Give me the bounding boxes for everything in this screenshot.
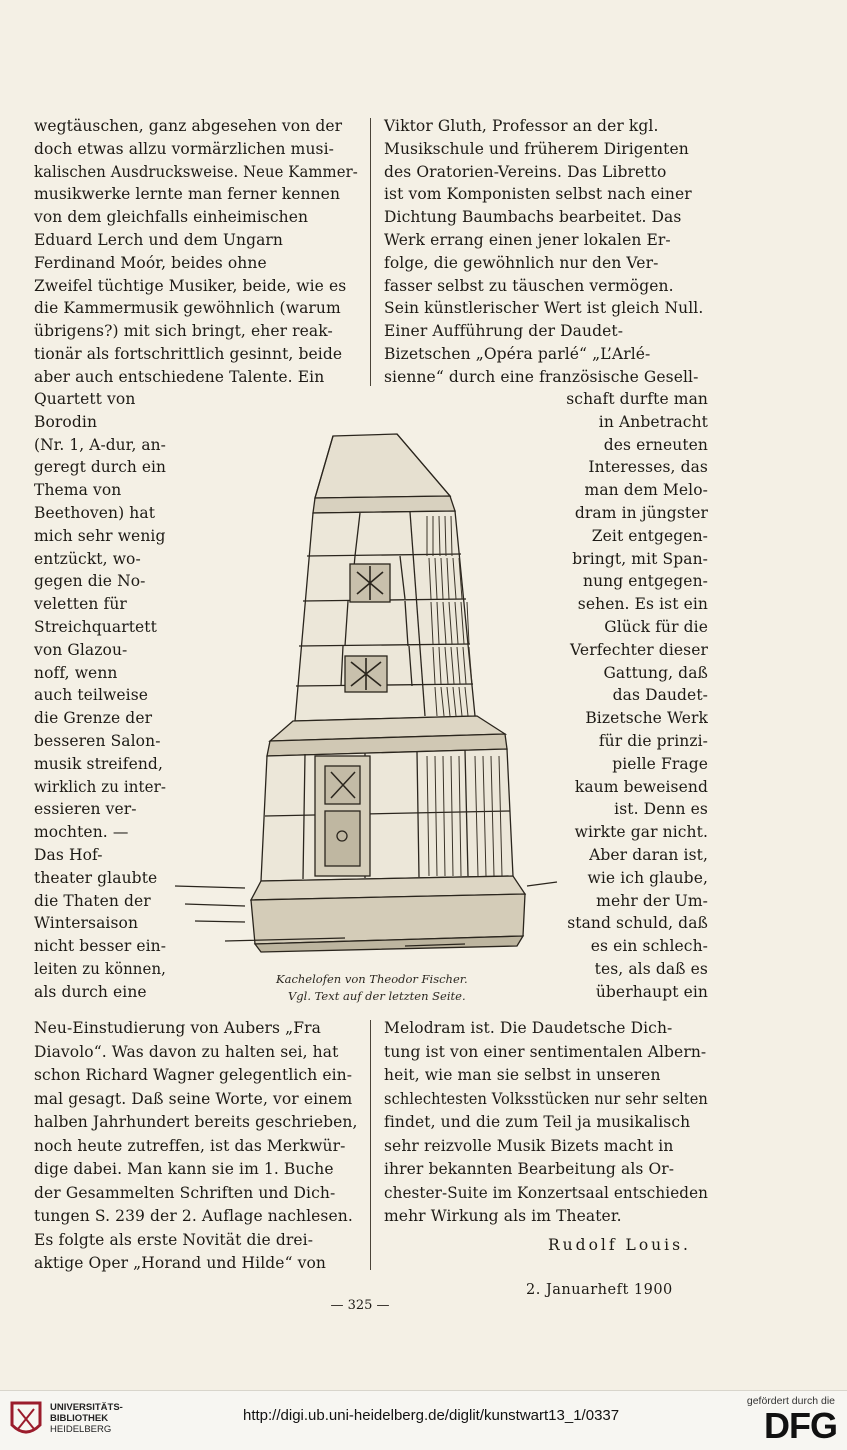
left-wrap-line: wirklich zu inter- <box>34 777 167 796</box>
left-wrap-line: veletten für <box>34 595 127 614</box>
right-top-line: Sein künstlerischer Wert ist gleich Null. <box>384 299 704 318</box>
right-wrap-line: mehr der Um- <box>596 891 708 910</box>
left-wrap-line: Wintersaison <box>34 914 139 933</box>
left-wrap-line: Das Hof- <box>34 846 103 864</box>
right-wrap-line: wie ich glaube, <box>587 868 708 887</box>
left-wrap-line: mich sehr wenig <box>34 526 166 545</box>
left-bottom-line: Neu-Einstudierung von Aubers „Fra <box>34 1019 321 1037</box>
tiled-stove-illustration <box>165 416 560 971</box>
left-bottom-line: schon Richard Wagner gelegentlich ein- <box>34 1066 353 1084</box>
funding-note: gefördert durch die <box>746 1395 835 1407</box>
university-seal-icon <box>8 1399 44 1441</box>
left-wrap-line: die Grenze der <box>34 709 153 728</box>
left-top-line: kalischen Ausdrucksweise. Neue Kammer- <box>34 162 358 181</box>
source-url-link[interactable]: http://digi.ub.uni-heidelberg.de/diglit/kunstwart13_1/0337 <box>243 1407 620 1424</box>
left-wrap-line: auch teilweise <box>34 686 149 705</box>
left-bottom-line: halben Jahrhundert bereits geschrieben, <box>34 1113 358 1131</box>
left-bottom-line: mal gesagt. Daß seine Worte, vor einem <box>34 1089 353 1108</box>
right-wrap-line: für die prinzi- <box>598 732 708 750</box>
left-wrap-line: von Glazou- <box>34 640 128 659</box>
right-wrap-line: nung entgegen- <box>583 572 708 591</box>
left-top-line: Ferdinand Moór, beides ohne <box>34 253 267 272</box>
left-top-line: aber auch entschiedene Talente. Ein <box>34 367 325 386</box>
right-wrap-line: kaum beweisend <box>574 777 708 796</box>
left-bottom-line: Es folgte als erste Novität die drei- <box>34 1230 314 1249</box>
left-wrap-line: Quartett von <box>34 390 136 408</box>
left-bottom-line: noch heute zutreffen, ist das Merkwür- <box>34 1136 346 1155</box>
left-top-line: doch etwas allzu vormärzlichen musi- <box>34 139 334 158</box>
library-name: UNIVERSITÄTS- BIBLIOTHEK HEIDELBERG <box>50 1402 123 1435</box>
left-wrap-line: mochten. — <box>34 823 129 842</box>
right-bottom-line: Melodram ist. Die Daudetsche Dich- <box>384 1019 673 1037</box>
right-wrap-line: sehen. Es ist ein <box>577 595 708 614</box>
right-wrap-line: ist. Denn es <box>614 800 708 819</box>
right-wrap-line: bringt, mit Span- <box>572 549 708 568</box>
page-number: — 325 — <box>330 1298 390 1313</box>
right-wrap-line: in Anbetracht <box>598 412 708 431</box>
right-top-line: folge, die gewöhnlich nur den Ver- <box>384 253 659 272</box>
right-wrap-line: des erneuten <box>603 435 708 454</box>
right-top-line: fasser selbst zu täuschen vermögen. <box>384 276 674 295</box>
right-bottom-line: schlechtesten Volksstücken nur sehr selten <box>384 1089 708 1108</box>
right-top-line: Bizetschen „Opéra parlé“ „L’Arlé- <box>384 345 651 363</box>
right-top-line: Einer Aufführung der Daudet- <box>384 322 624 341</box>
left-wrap-line: besseren Salon- <box>34 732 161 750</box>
left-top-line: Eduard Lerch und dem Ungarn <box>34 231 284 249</box>
right-top-line: des Oratorien-Vereins. Das Libretto <box>384 162 667 181</box>
right-wrap-line: man dem Melo- <box>584 481 708 500</box>
column-divider-top <box>370 118 371 386</box>
right-wrap-line: wirkte gar nicht. <box>574 823 708 842</box>
left-wrap-line: Thema von <box>34 481 122 500</box>
left-wrap-line: theater glaubte <box>34 868 158 887</box>
right-bottom-line: chester-Suite im Konzertsaal entschieden <box>384 1183 709 1202</box>
right-wrap-line: Aber daran ist, <box>589 846 708 864</box>
author-signature: Rudolf Louis. <box>548 1236 691 1254</box>
left-top-line: Zweifel tüchtige Musiker, beide, wie es <box>34 276 347 295</box>
figure-caption-line1: Kachelofen von Theodor Fischer. <box>276 972 468 986</box>
left-bottom-line: tungen S. 239 der 2. Auflage nachlesen. <box>34 1207 353 1225</box>
right-wrap-line: dram in jüngster <box>574 504 708 522</box>
right-bottom-line: ihrer bekannten Bearbeitung als Or- <box>384 1160 675 1178</box>
right-wrap-line: schaft durfte man <box>566 390 708 408</box>
figure-caption-line2: Vgl. Text auf der letzten Seite. <box>288 989 466 1003</box>
left-top-line: wegtäuschen, ganz abgesehen von der <box>34 117 343 135</box>
right-bottom-line: tung ist von einer sentimentalen Albern- <box>384 1042 707 1061</box>
left-wrap-line: geregt durch ein <box>34 458 167 477</box>
left-wrap-line: essieren ver- <box>34 800 137 819</box>
right-wrap-line: Zeit entgegen- <box>591 526 708 545</box>
right-wrap-line: Verfechter dieser <box>570 640 708 659</box>
viewer-footer <box>0 1390 847 1450</box>
right-bottom-line: findet, und die zum Teil ja musikalisch <box>384 1113 691 1131</box>
right-top-line: Musikschule und früherem Dirigenten <box>384 139 689 158</box>
left-top-line: die Kammermusik gewöhnlich (warum <box>34 299 341 318</box>
right-wrap-line: tes, als daß es <box>594 960 708 978</box>
left-wrap-line: leiten zu können, <box>34 960 167 978</box>
left-bottom-line: der Gesammelten Schriften und Dich- <box>34 1183 336 1202</box>
left-wrap-line: Borodin <box>34 412 98 431</box>
right-wrap-line: Gattung, daß <box>603 663 708 682</box>
column-divider-bottom <box>370 1020 371 1270</box>
left-bottom-line: aktige Oper „Horand und Hilde“ von <box>34 1254 327 1272</box>
right-top-line: Dichtung Baumbachs bearbeitet. Das <box>384 208 682 227</box>
left-wrap-line: musik streifend, <box>34 754 163 773</box>
right-wrap-line: stand schuld, daß <box>567 914 708 933</box>
right-wrap-line: Interesses, das <box>588 458 708 477</box>
left-wrap-line: als durch eine <box>34 982 147 1001</box>
left-wrap-line: nicht besser ein- <box>34 937 167 956</box>
left-top-line: musikwerke lernte man ferner kennen <box>34 185 341 204</box>
left-wrap-line: entzückt, wo- <box>34 549 141 568</box>
right-wrap-line: überhaupt ein <box>595 982 708 1001</box>
left-top-line: tionär als fortschrittlich gesinnt, beide <box>34 345 343 363</box>
right-wrap-line: Bizetsche Werk <box>585 709 708 728</box>
right-wrap-line: Glück für die <box>604 618 708 636</box>
right-bottom-line: mehr Wirkung als im Theater. <box>384 1207 622 1225</box>
left-bottom-line: Diavolo“. Was davon zu halten sei, hat <box>34 1042 339 1061</box>
left-wrap-line: Beethoven) hat <box>34 504 156 522</box>
left-wrap-line: Streichquartett <box>34 618 157 636</box>
left-top-line: von dem gleichfalls einheimischen <box>34 208 309 227</box>
left-bottom-line: dige dabei. Man kann sie im 1. Buche <box>34 1160 334 1178</box>
dfg-logo: DFG <box>764 1405 837 1446</box>
right-top-line: sienne“ durch eine französische Gesell- <box>384 367 699 386</box>
issue-label: 2. Januarheft 1900 <box>526 1282 673 1298</box>
right-bottom-line: heit, wie man sie selbst in unseren <box>384 1066 661 1084</box>
left-wrap-line: noff, wenn <box>34 663 118 682</box>
right-top-line: ist vom Komponisten selbst nach einer <box>384 185 692 204</box>
right-wrap-line: das Daudet- <box>612 686 708 705</box>
right-wrap-line: pielle Frage <box>612 754 708 773</box>
left-wrap-line: die Thaten der <box>34 891 151 910</box>
right-top-line: Viktor Gluth, Professor an der kgl. <box>384 117 659 135</box>
right-top-line: Werk errang einen jener lokalen Er- <box>384 231 671 249</box>
right-wrap-line: es ein schlech- <box>590 937 708 956</box>
left-wrap-line: gegen die No- <box>34 572 146 591</box>
right-bottom-line: sehr reizvolle Musik Bizets macht in <box>384 1136 674 1155</box>
left-top-line: übrigens?) mit sich bringt, eher reak- <box>34 322 333 341</box>
left-wrap-line: (Nr. 1, A-dur, an- <box>34 435 166 454</box>
